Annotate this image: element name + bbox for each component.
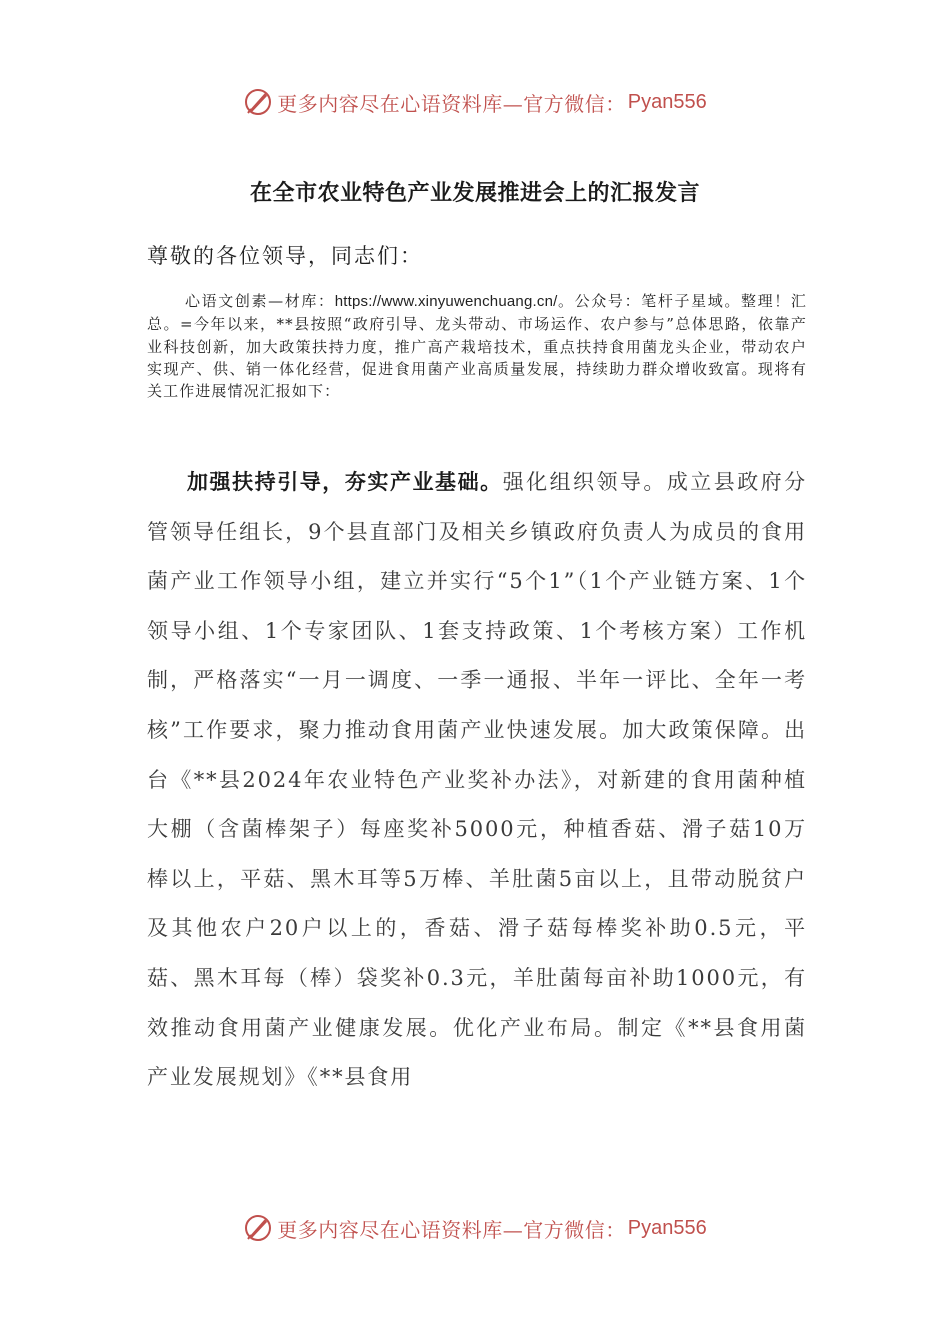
banner-text: 更多内容尽在心语资料库—官方微信： bbox=[277, 1217, 626, 1242]
intro-prefix: 心语文创素—材库： bbox=[185, 292, 335, 310]
section-heading: 加强扶持引导，夯实产业基础。 bbox=[187, 470, 503, 494]
document-title: 在全市农业特色产业发展推进会上的汇报发言 bbox=[249, 181, 700, 206]
header-watermark-banner bbox=[0, 82, 950, 122]
salutation: 尊敬的各位领导，同志们： bbox=[147, 244, 423, 268]
intro-url: https://www.xinyuwenchuang.cn/ bbox=[334, 293, 558, 310]
footer-watermark-banner bbox=[0, 1208, 950, 1248]
banner-wechat-id: Pyan556 bbox=[627, 90, 707, 113]
quill-logo-icon bbox=[243, 1213, 273, 1243]
intro-text: 。公众号：笔杆子星域。整理！汇总。=今年以来，**县按照“政府引导、龙头带动、市场运作、农户参与”总体思路，依靠产业科技创新，加大政策扶持力度，推广高产栽培技术，重点扶持食用菌龙头企业，带动农户实现产、供、销一体化经营，促进食用菌产业高质量发展，持续助力群众增收致富。现将有关工作进展情况汇报如下： bbox=[147, 292, 807, 401]
quill-logo-icon bbox=[243, 87, 273, 117]
section-paragraph bbox=[147, 458, 807, 1103]
section-text: 强化组织领导。成立县政府分管领导任组长，9个县直部门及相关乡镇政府负责人为成员的食用菌产业工作领导小组，建立并实行“5个1”（1个产业链方案、1个领导小组、1个专家团队、1套支持政策、1个考核方案）工作机制，严格落实“一月一调度、一季一通报、半年一评比、全年一考核”工作要求，聚力推动食用菌产业快速发展。加大政策保障。出台《**县2024年农业特色产业奖补办法》，对新建的食用菌种植大棚（含菌棒架子）每座奖补5000元，种植香菇、滑子菇10万棒以上，平菇、黑木耳等5万棒、羊肚菌5亩以上，且带动脱贫户及其他农户20户以上的，香菇、滑子菇每棒奖补助0.5元，平菇、黑木耳每（棒）袋奖补0.3元，羊肚菌每亩补助1000元，有效推动食用菌产业健康发展。优化产业布局。制定《**县食用菌产业发展规划》《**县食用 bbox=[147, 470, 808, 1090]
banner-wechat-id: Pyan556 bbox=[627, 1216, 707, 1239]
banner-text: 更多内容尽在心语资料库—官方微信： bbox=[277, 91, 626, 116]
intro-paragraph bbox=[147, 290, 807, 402]
